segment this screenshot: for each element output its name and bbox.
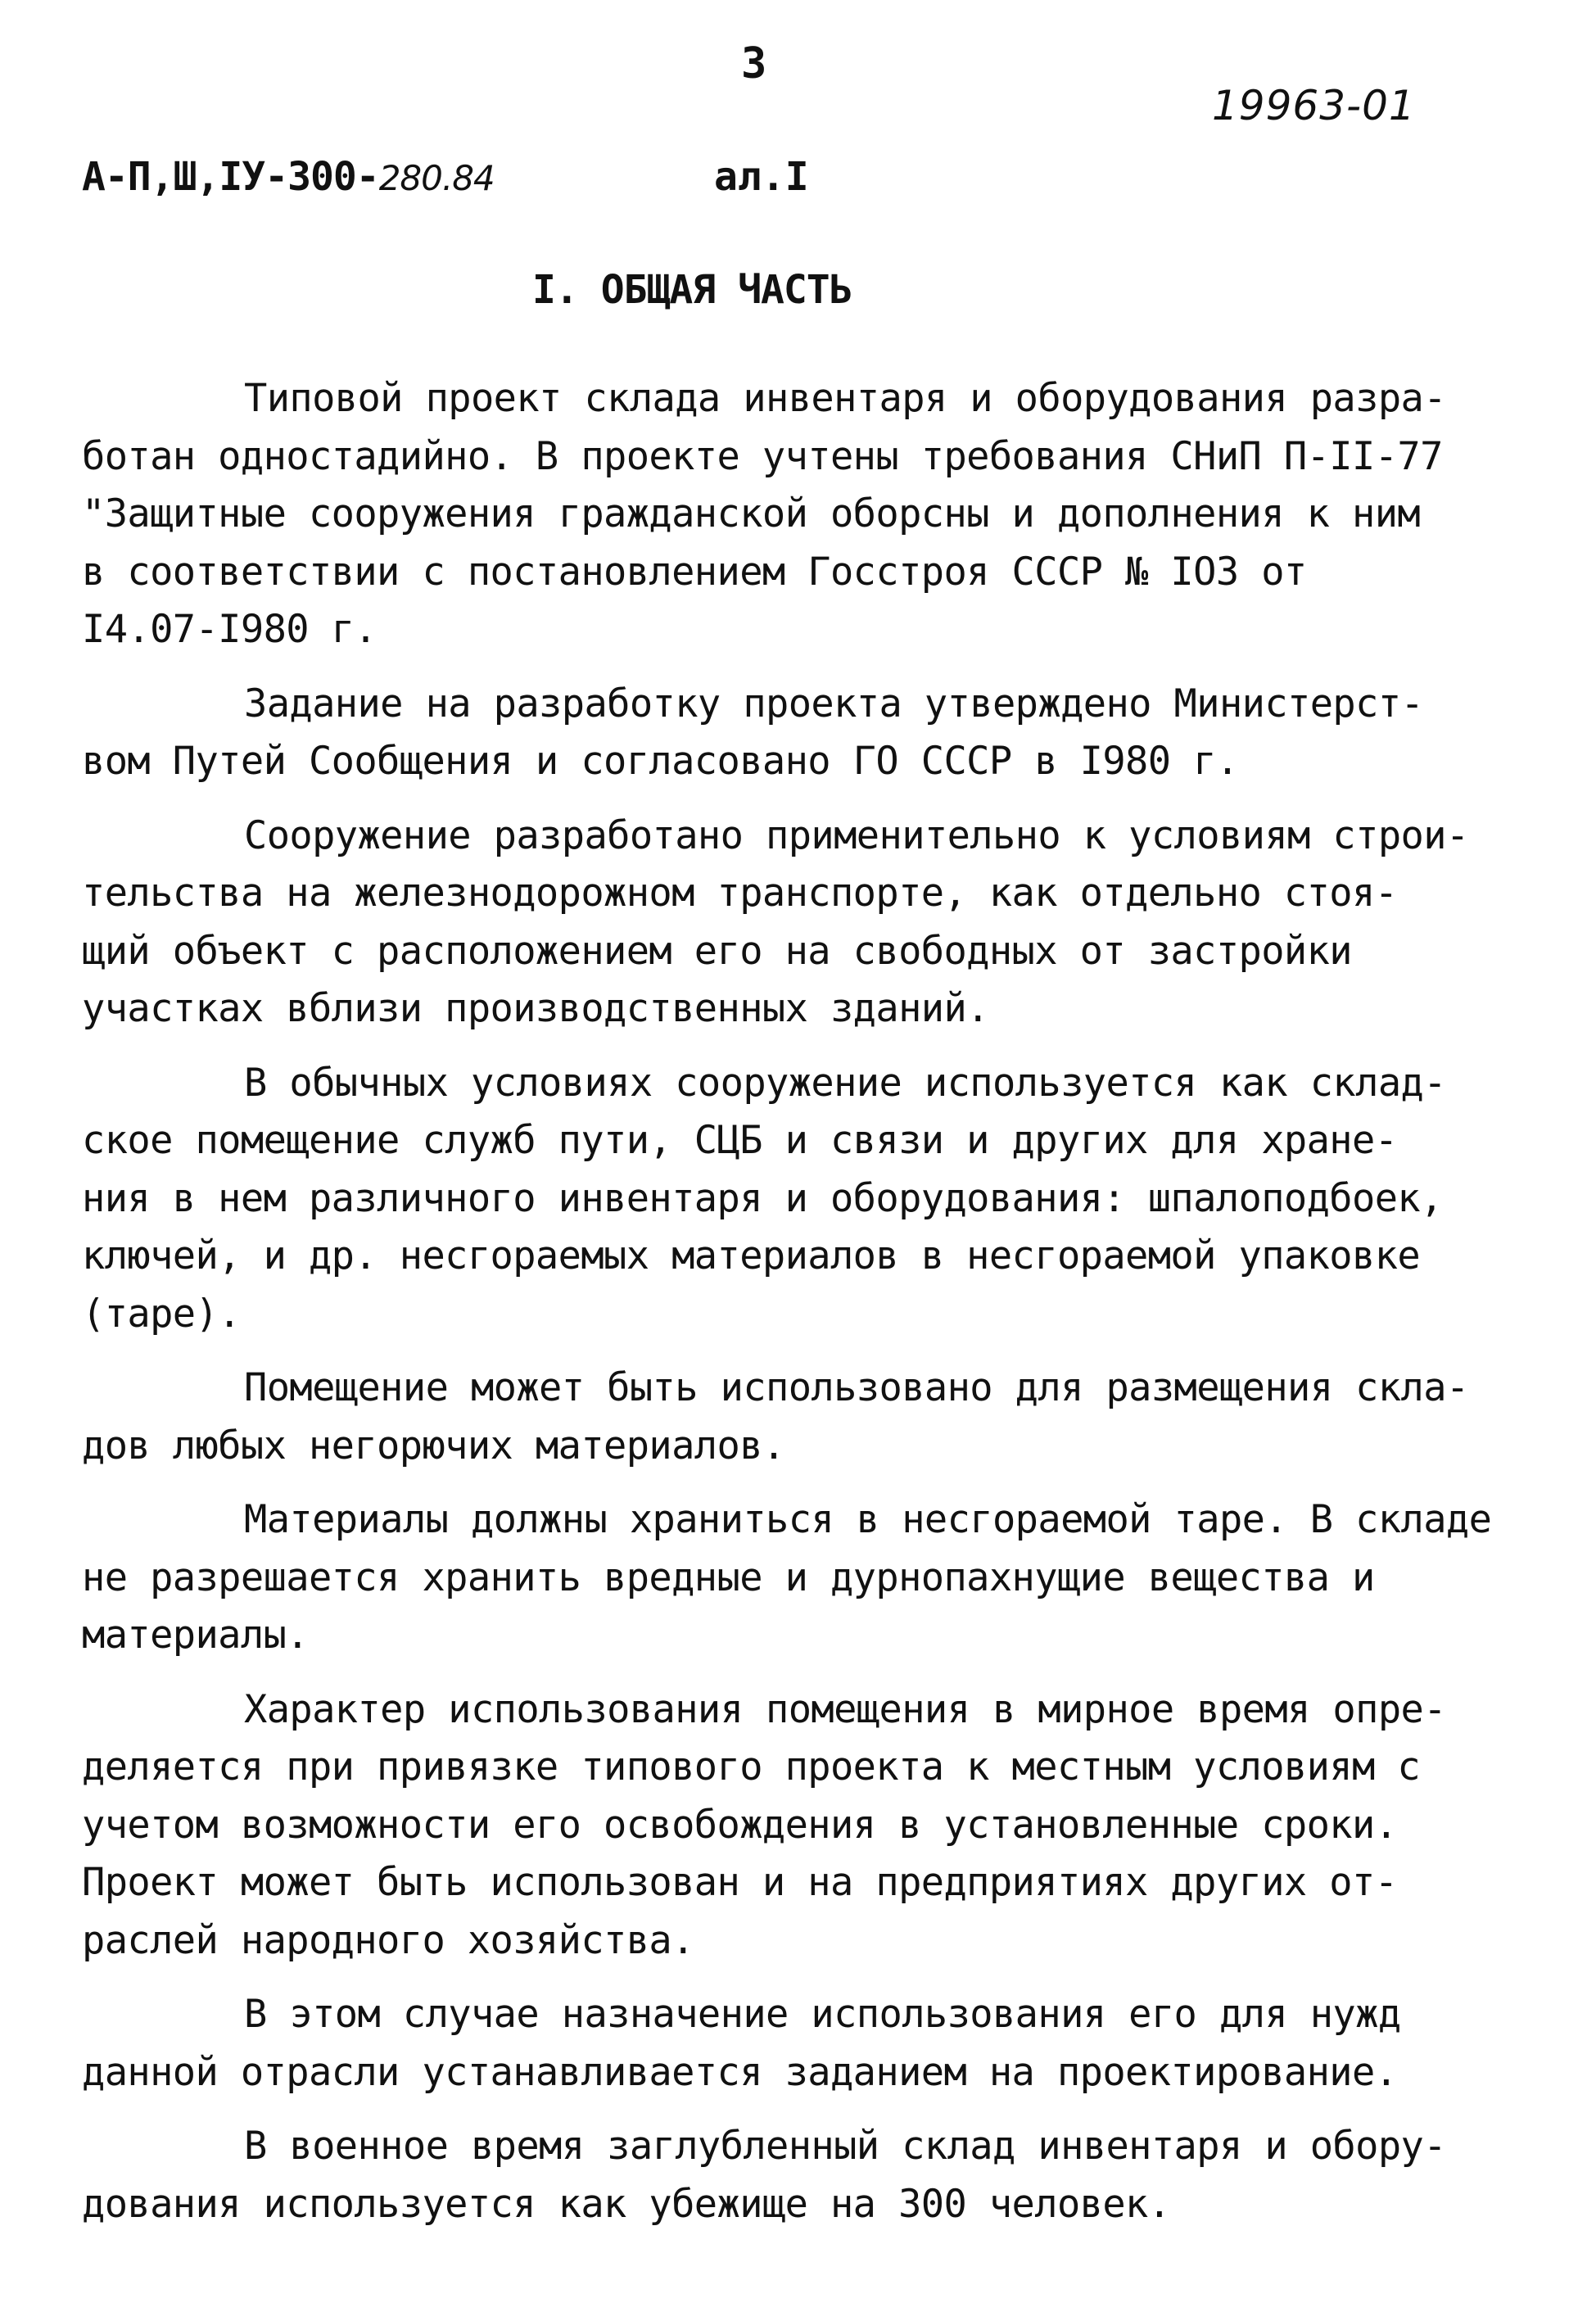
paragraph-line: раслей народного хозяйства. <box>82 1917 694 1963</box>
project-designation <box>82 154 495 200</box>
document-code: 19963-01 <box>1212 82 1416 129</box>
paragraph-line: I4.07-I980 г. <box>82 607 378 652</box>
paragraph-line: Задание на разработку проекта утверждено Министерст- <box>244 681 1424 726</box>
paragraph-line: ния в нем различного инвентаря и оборудования: шпалоподбоек, <box>82 1175 1443 1221</box>
paragraph <box>82 2118 1539 2233</box>
paragraph-line: тельства на железнодорожном транспорте, как отдельно стоя- <box>82 871 1398 916</box>
paragraph-line: участках вблизи производственных зданий. <box>82 986 989 1031</box>
paragraph-line: ключей, и др. несгораемых материалов в несгораемой упаковке <box>82 1233 1421 1278</box>
paragraph-line: материалы. <box>82 1613 309 1658</box>
designation-handwritten: 280.84 <box>378 158 495 198</box>
paragraph-line: В этом случае назначение использования его для нужд <box>244 1992 1401 2037</box>
paragraph-line: учетом возможности его освобождения в установленные сроки. <box>82 1802 1398 1848</box>
paragraph-line: Характер использования помещения в мирное время опре- <box>244 1686 1446 1732</box>
paragraph <box>82 370 1539 659</box>
paragraph-line: дов любых негорючих материалов. <box>82 1423 785 1468</box>
paragraph-line: щий объект с расположением его на свободных от застройки <box>82 928 1352 974</box>
paragraph-line: Материалы должны храниться в несгораемой таре. В складе <box>244 1497 1492 1542</box>
paragraph <box>82 1681 1539 1970</box>
section-title: I. ОБЩАЯ ЧАСТЬ <box>532 267 852 313</box>
paragraph <box>82 1491 1539 1665</box>
paragraph-line: данной отрасли устанавливается заданием на проектирование. <box>82 2049 1398 2095</box>
paragraph-line: Помещение может быть использовано для размещения скла- <box>244 1365 1469 1410</box>
page-number: 3 <box>741 39 767 88</box>
sheet-label: ал.I <box>714 154 809 200</box>
paragraph-line: ботан одностадийно. В проекте учтены требования СНиП П-II-77 <box>82 433 1443 479</box>
paragraph-line: Сооружение разработано применительно к условиям строи- <box>244 812 1469 858</box>
designation-printed: А-П,Ш,IУ-300- <box>82 154 379 200</box>
paragraph-line: В обычных условиях сооружение используется как склад- <box>244 1060 1446 1106</box>
paragraph-line: ское помещение служб пути, СЦБ и связи и других для хране- <box>82 1118 1398 1163</box>
paragraph-line: в соответствии с постановлением Госстроя СССР № IO3 от <box>82 549 1307 595</box>
body-text <box>82 370 1539 2250</box>
paragraph-line: "Защитные сооружения гражданской оборсны и дополнения к ним <box>82 491 1421 536</box>
paragraph <box>82 676 1539 791</box>
paragraph <box>82 1986 1539 2102</box>
paragraph-line: деляется при привязке типового проекта к местным условиям с <box>82 1744 1421 1789</box>
paragraph-line: вом Путей Сообщения и согласовано ГО СССР в I980 г. <box>82 739 1239 784</box>
paragraph-line: (таре). <box>82 1291 241 1337</box>
paragraph-line: Типовой проект склада инвентаря и оборудования разра- <box>244 376 1446 421</box>
paragraph <box>82 808 1539 1038</box>
paragraph <box>82 1360 1539 1475</box>
paragraph <box>82 1055 1539 1344</box>
paragraph-line: В военное время заглубленный склад инвентаря и обору- <box>244 2124 1446 2169</box>
paragraph-line: дования используется как убежище на 300 человек. <box>82 2181 1171 2227</box>
paragraph-line: Проект может быть использован и на предприятиях других от- <box>82 1860 1398 1905</box>
paragraph-line: не разрешается хранить вредные и дурнопахнущие вещества и <box>82 1554 1375 1600</box>
